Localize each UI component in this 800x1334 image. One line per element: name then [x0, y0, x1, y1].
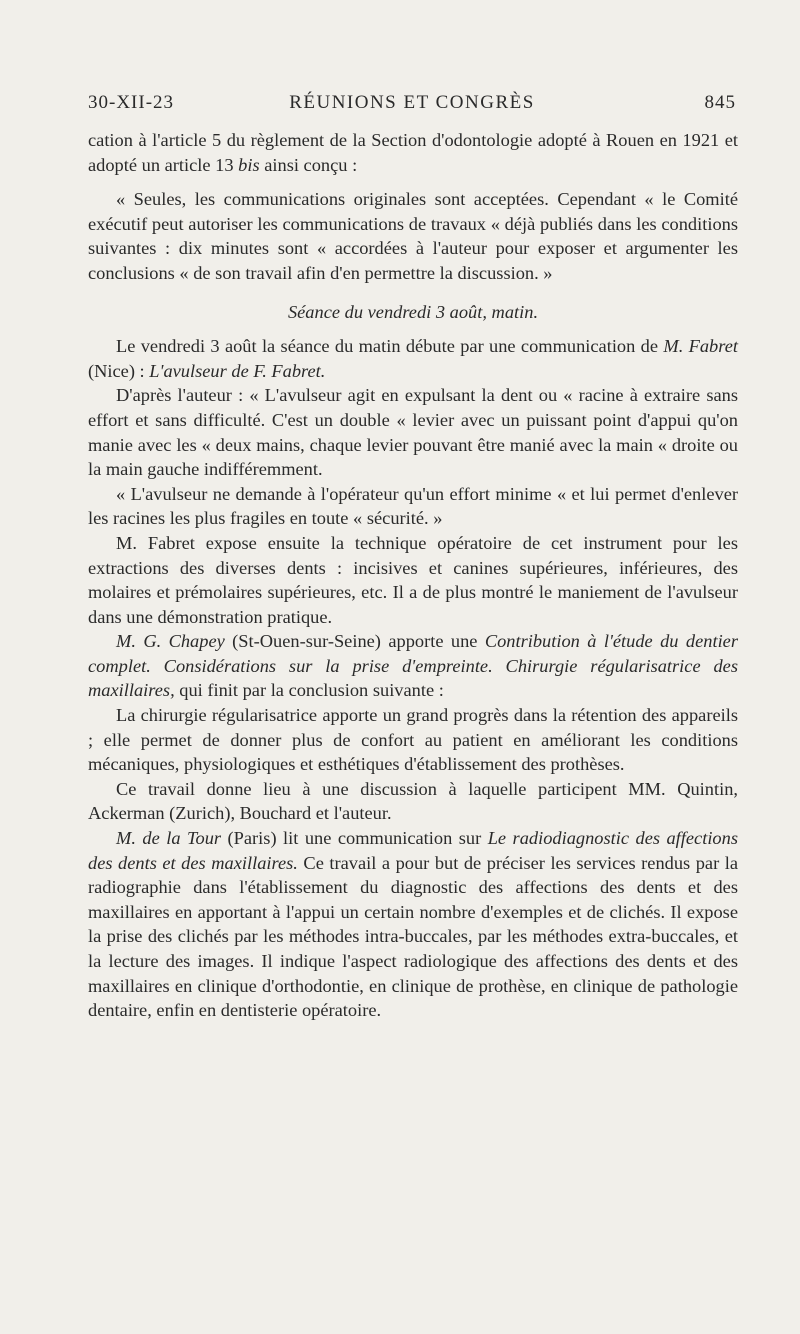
paragraph-text: Ce travail a pour but de préciser les services rendus par la radiographie dans l'établissement du diagnostic des affections des dents et des maxillaires en apportant à l'appui un certain nombre d'exemples et de clichés. Il expose la prise des clichés par les méthodes intra-buccales, par les méthodes extra-buccales, et la lecture des images. Il indique l'aspect radiologique des affections des dents et des maxillaires en clinique d'orthodontie, en clinique de prothèse, en clinique de pathologie dentaire, enfin en dentisterie opératoire.: [88, 852, 738, 1021]
paragraph-discussion: Ce travail donne lieu à une discussion à laquelle participent MM. Quintin, Ackerman (Zurich), Bouchard et l'auteur.: [88, 778, 738, 824]
body-text: [88, 128, 738, 1023]
header-date: 30-XII-23: [88, 92, 175, 113]
paragraph-text: (St-Ouen-sur-Seine) apporte une: [224, 631, 485, 652]
paragraph-text-end: ainsi conçu :: [259, 154, 358, 175]
header-title: RÉUNIONS ET CONGRÈS: [289, 92, 535, 113]
quoted-rule: « Seules, les communications originales sont acceptées. Cependant « le Comité exécutif peut autoriser les communications de travaux « déjà publiés dans les conditions suivantes : dix minutes sont « accordées à l'auteur pour exposer et argumenter les conclusions « de son travail afin d'en permettre la discussion. »: [88, 189, 738, 283]
quoted-avulseur-description: D'après l'auteur : « L'avulseur agit en expulsant la dent ou « racine à extraire sans effort et sans difficulté. C'est un double « levier avec un puissant point d'appui qu'on manie avec les « deux mains, chaque levier pouvant être manié avec la main « droite ou la main gauche indifféremment.: [88, 385, 738, 480]
author-name: M. G. Chapey: [116, 631, 225, 652]
paragraph-text: (Nice) :: [88, 360, 150, 381]
running-header: [88, 92, 736, 118]
author-name: M. de la Tour: [116, 828, 222, 849]
communication-title: Le radiodiagnostic des affections des dents et des maxillaires.: [88, 828, 738, 873]
paragraph-text: qui finit par la conclusion suivante :: [174, 680, 444, 701]
bis-emphasis: bis: [238, 154, 260, 175]
page-number: 845: [704, 92, 736, 113]
paragraph-fabret-technique: M. Fabret expose ensuite la technique opératoire de cet instrument pour les extractions des diverses dents : incisives et canines supérieures, inférieures, des molaires et prémolaires supérieures, etc. Il a de plus montré le maniement de l'avulseur dans une démonstration pratique.: [88, 532, 738, 627]
paragraph-text: (Paris) lit une communication sur: [221, 828, 488, 849]
paragraph-de-la-tour: [88, 826, 738, 1023]
paragraph-text: Le vendredi 3 août la séance du matin débute par une communication de: [116, 336, 664, 357]
communication-title: L'avulseur de F. Fabret.: [149, 360, 326, 381]
paragraph-seance-opening: [88, 334, 738, 383]
communication-title: Contribution à l'étude du dentier complet. Considérations sur la prise d'empreinte. Chirurgie régularisatrice des maxillaires,: [88, 631, 738, 701]
section-heading: Séance du vendredi 3 août, matin.: [287, 301, 539, 322]
paragraph-text: cation à l'article 5 du règlement de la Section d'odontologie adopté à Rouen en 1921 et adopté un article 13: [88, 130, 738, 175]
paragraph-article-13: [88, 128, 738, 177]
author-name: M. Fabret: [663, 336, 739, 357]
paragraph-chapey: [88, 629, 738, 703]
paragraph-conclusion: La chirurgie régularisatrice apporte un grand progrès dans la rétention des appareils ; elle permet de donner plus de confort au patient en améliorant les conditions mécaniques, physiologiques et esthétiques d'établissement des prothèses.: [88, 705, 738, 775]
quoted-avulseur-effort: « L'avulseur ne demande à l'opérateur qu'un effort minime « et lui permet d'enlever les racines les plus fragiles en toute « sécurité. »: [88, 483, 738, 529]
